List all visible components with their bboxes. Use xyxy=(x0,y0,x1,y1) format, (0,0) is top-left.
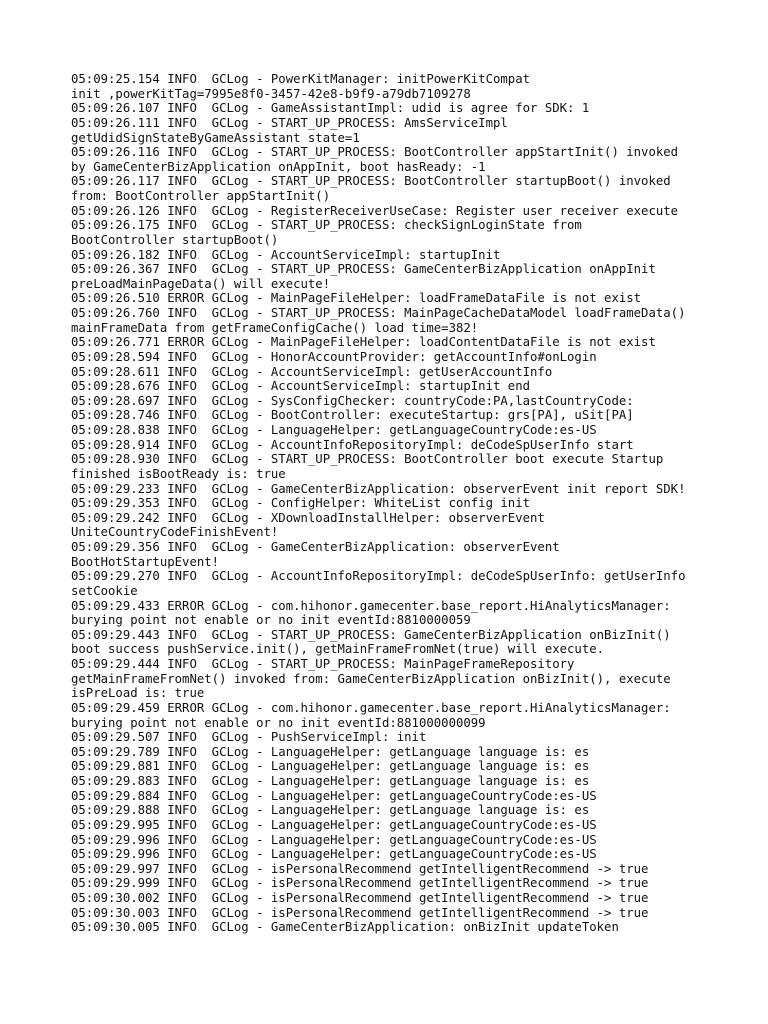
log-line: 05:09:29.459 ERROR GCLog - com.hihonor.gamecenter.base_report.HiAnalyticsManager: xyxy=(71,700,671,715)
log-line: 05:09:29.884 INFO GCLog - LanguageHelper: getLanguageCountryCode:es-US xyxy=(71,788,597,803)
log-line: 05:09:30.002 INFO GCLog - isPersonalRecommend getIntelligentRecommend -> true xyxy=(71,891,649,905)
log-line: 05:09:28.611 INFO GCLog - AccountServiceImpl: getUserAccountInfo xyxy=(71,364,553,379)
log-line: 05:09:29.996 INFO GCLog - LanguageHelper: getLanguageCountryCode:es-US xyxy=(71,847,597,862)
log-line: 05:09:26.760 INFO GCLog - START_UP_PROCESS: MainPageCacheDataModel loadFrameData() xyxy=(71,306,686,320)
log-line: 05:09:28.930 INFO GCLog - START_UP_PROCESS: BootController boot execute Startup xyxy=(71,452,664,467)
log-line: 05:09:29.888 INFO GCLog - LanguageHelper: getLanguage language is: es xyxy=(71,803,590,818)
log-line: 05:09:26.510 ERROR GCLog - MainPageFileHelper: loadFrameDataFile is not exist xyxy=(71,291,642,306)
log-line: 05:09:28.914 INFO GCLog - AccountInfoRepositoryImpl: deCodeSpUserInfo start xyxy=(71,437,634,452)
log-line: 05:09:29.997 INFO GCLog - isPersonalRecommend getIntelligentRecommend -> true xyxy=(71,861,649,876)
log-line: 05:09:26.126 INFO GCLog - RegisterReceiverUseCase: Register user receiver execute xyxy=(71,203,679,218)
log-line: 05:09:26.107 INFO GCLog - GameAssistantImpl: udid is agree for SDK: 1 xyxy=(71,101,590,116)
log-line: 05:09:30.003 INFO GCLog - isPersonalRecommend getIntelligentRecommend -> true xyxy=(71,905,649,920)
log-line: BootController startupBoot() xyxy=(71,232,279,247)
log-line: 05:09:29.233 INFO GCLog - GameCenterBizApplication: observerEvent init report SDK! xyxy=(71,481,686,496)
log-line: setCookie xyxy=(71,583,138,598)
log-line: 05:09:29.353 INFO GCLog - ConfigHelper: WhiteList config init xyxy=(71,496,531,511)
log-line: 05:09:29.881 INFO GCLog - LanguageHelper: getLanguage language is: es xyxy=(71,759,590,774)
log-line: 05:09:29.789 INFO GCLog - LanguageHelper: getLanguage language is: es xyxy=(71,744,590,759)
log-line: getMainFrameFromNet() invoked from: GameCenterBizApplication onBizInit(), execute xyxy=(71,671,671,686)
log-line: 05:09:29.995 INFO GCLog - LanguageHelper: getLanguageCountryCode:es-US xyxy=(71,817,597,832)
log-line: burying point not enable or no init eventId:881000000099 xyxy=(71,715,486,730)
log-line: 05:09:26.116 INFO GCLog - START_UP_PROCESS: BootController appStartInit() invoked xyxy=(71,145,679,160)
log-line: by GameCenterBizApplication onAppInit, boot hasReady: -1 xyxy=(71,159,486,174)
log-line: boot success pushService.init(), getMainFrameFromNet(true) will execute. xyxy=(71,642,605,657)
log-line: 05:09:29.883 INFO GCLog - LanguageHelper: getLanguage language is: es xyxy=(71,774,590,788)
log-line: 05:09:29.356 INFO GCLog - GameCenterBizApplication: observerEvent xyxy=(71,540,560,554)
log-line: 05:09:30.005 INFO GCLog - GameCenterBizApplication: onBizInit updateToken xyxy=(71,920,619,935)
log-line: 05:09:28.746 INFO GCLog - BootController: executeStartup: grs[PA], uSit[PA] xyxy=(71,408,634,423)
log-line: 05:09:28.838 INFO GCLog - LanguageHelper: getLanguageCountryCode:es-US xyxy=(71,423,597,437)
log-line: burying point not enable or no init eventId:8810000059 xyxy=(71,613,471,628)
log-line: getUdidSignStateByGameAssistant state=1 xyxy=(71,130,360,145)
log-line: 05:09:28.594 INFO GCLog - HonorAccountProvider: getAccountInfo#onLogin xyxy=(71,349,597,364)
log-line: 05:09:26.175 INFO GCLog - START_UP_PROCESS: checkSignLoginState from xyxy=(71,218,582,233)
log-line: 05:09:26.367 INFO GCLog - START_UP_PROCESS: GameCenterBizApplication onAppInit xyxy=(71,262,656,277)
log-line: 05:09:26.182 INFO GCLog - AccountServiceImpl: startupInit xyxy=(71,247,501,262)
log-line: 05:09:26.771 ERROR GCLog - MainPageFileHelper: loadContentDataFile is not exist xyxy=(71,335,656,350)
log-line: 05:09:25.154 INFO GCLog - PowerKitManager: initPowerKitCompat xyxy=(71,72,531,86)
log-line: 05:09:29.242 INFO GCLog - XDownloadInstallHelper: observerEvent xyxy=(71,510,545,525)
log-line: 05:09:28.697 INFO GCLog - SysConfigChecker: countryCode:PA,lastCountryCode: xyxy=(71,393,634,408)
log-line: 05:09:26.111 INFO GCLog - START_UP_PROCESS: AmsServiceImpl xyxy=(71,115,508,130)
log-line: 05:09:26.117 INFO GCLog - START_UP_PROCESS: BootController startupBoot() invoked xyxy=(71,174,671,189)
log-line: isPreLoad is: true xyxy=(71,686,205,701)
log-line: 05:09:29.270 INFO GCLog - AccountInfoRepositoryImpl: deCodeSpUserInfo: getUserInfo xyxy=(71,569,686,584)
log-line: 05:09:28.676 INFO GCLog - AccountServiceImpl: startupInit end xyxy=(71,379,531,394)
log-line: preLoadMainPageData() will execute! xyxy=(71,276,331,291)
log-line: 05:09:29.507 INFO GCLog - PushServiceImpl: init xyxy=(71,730,427,745)
log-document xyxy=(71,72,731,935)
log-line: UniteCountryCodeFinishEvent! xyxy=(71,525,279,540)
log-line: BootHotStartupEvent! xyxy=(71,554,220,569)
log-line: mainFrameData from getFrameConfigCache() load time=382! xyxy=(71,320,479,335)
log-line: 05:09:29.444 INFO GCLog - START_UP_PROCESS: MainPageFrameRepository xyxy=(71,657,575,671)
log-line: 05:09:29.433 ERROR GCLog - com.hihonor.gamecenter.base_report.HiAnalyticsManager: xyxy=(71,598,671,613)
log-line: from: BootController appStartInit() xyxy=(71,189,331,203)
log-line: 05:09:29.443 INFO GCLog - START_UP_PROCESS: GameCenterBizApplication onBizInit() xyxy=(71,627,671,642)
log-line: 05:09:29.999 INFO GCLog - isPersonalRecommend getIntelligentRecommend -> true xyxy=(71,876,649,891)
log-line: 05:09:29.996 INFO GCLog - LanguageHelper: getLanguageCountryCode:es-US xyxy=(71,832,597,847)
log-line: init ,powerKitTag=7995e8f0-3457-42e8-b9f9-a79db7109278 xyxy=(71,86,471,101)
log-line: finished isBootReady is: true xyxy=(71,466,286,481)
